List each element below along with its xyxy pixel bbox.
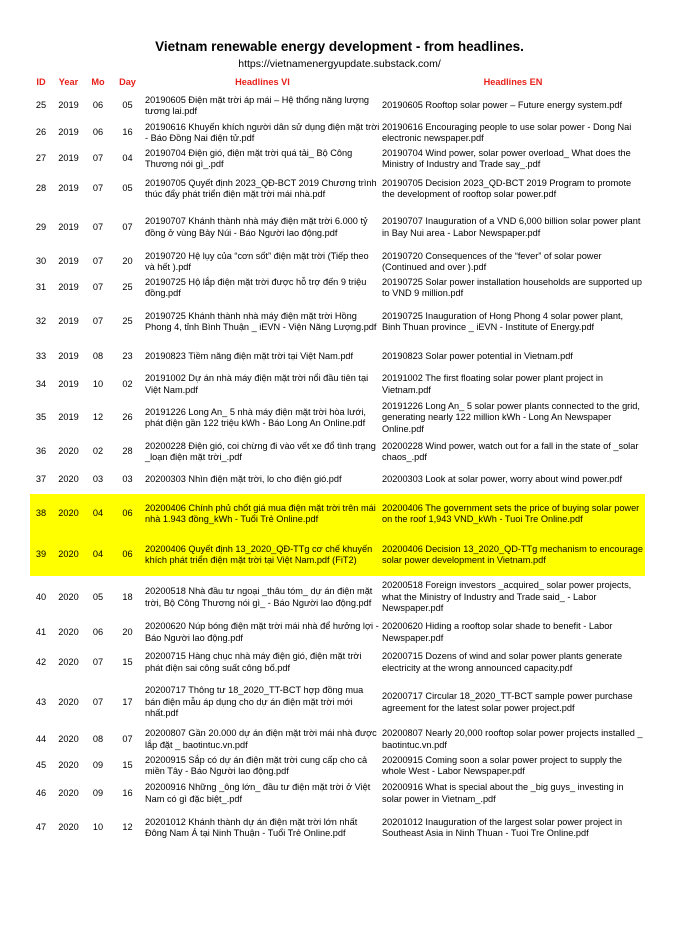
table-row [30, 172, 645, 206]
cell-year: 2020 [52, 494, 85, 534]
cell-id: 43 [35, 696, 47, 707]
cell-id: 46 [35, 787, 47, 798]
cell-year: 2020 [58, 760, 79, 771]
cell-id: 42 [35, 656, 47, 667]
cell-id: 25 [35, 100, 47, 111]
cell-day: 28 [122, 446, 133, 457]
table-row [30, 466, 645, 494]
table-row [30, 371, 645, 398]
cell-day: 20 [122, 256, 133, 267]
cell-day: 16 [122, 127, 133, 138]
cell-month: 04 [85, 494, 111, 534]
cell-headline-en: 20190725 Solar power installation households are supported up to VND 9 million.pdf [382, 276, 642, 298]
cell-month: 07 [92, 696, 104, 707]
cell-headline-en: 20190616 Encouraging people to use solar power - Dong Nai electronic newspaper.pdf [382, 121, 632, 143]
cell-headline-en: 20190705 Decision 2023_QD-BCT 2019 Program to promote the development of rooftop solar power.pdf [382, 177, 632, 199]
cell-headline-vi: 20190707 Khánh thành nhà máy điện mặt trời 6.000 tỷ đồng ở vùng Bảy Núi - Báo Người lao động.pdf [145, 216, 368, 238]
cell-id: 45 [35, 760, 47, 771]
cell-headline-en: 20200620 Hiding a rooftop solar shade to benefit - Labor Newspaper.pdf [382, 621, 613, 643]
header-id: ID [36, 77, 46, 88]
cell-headline-vi: 20190605 Điện mặt trời áp mái – Hệ thống năng lượng tương lai.pdf [145, 94, 370, 116]
cell-month: 07 [92, 282, 104, 293]
table-row [30, 92, 645, 120]
cell-headline-en: 20191002 The first floating solar power plant project in Vietnam.pdf [382, 373, 603, 395]
cell-headline-en: 20190605 Rooftop solar power – Future energy system.pdf [382, 100, 623, 111]
table-row [30, 249, 645, 275]
cell-day: 18 [122, 591, 133, 602]
cell-month: 07 [92, 316, 104, 327]
cell-headline-en: 20200518 Foreign investors _acquired_ solar power projects, what the Ministry of Industry and Trade said_ - Labor Newspaper.pdf [382, 580, 632, 614]
cell-year: 2020 [58, 696, 79, 707]
cell-id: 38 [30, 494, 52, 534]
cell-year: 2020 [58, 733, 79, 744]
cell-headline-en: 20200807 Nearly 20,000 rooftop solar power projects installed _ baotintuc.vn.pdf [382, 728, 643, 750]
cell-headline-en: 20191226 Long An_ 5 solar power plants connected to the grid, generating nearly 122 million kWh - Long An Newspaper Online.pdf [382, 400, 640, 434]
cell-headline-vi: 20190823 Tiềm năng điện mặt trời tại Việt Nam.pdf [145, 351, 354, 362]
cell-year: 2019 [58, 412, 79, 423]
cell-headline-en: 20190707 Inauguration of a VND 6,000 billion solar power plant in Bay Nui area - Labor Newspaper.pdf [382, 216, 641, 238]
cell-day: 17 [122, 696, 133, 707]
cell-month: 02 [92, 446, 104, 457]
header-day: Day [119, 77, 136, 88]
cell-id: 35 [35, 412, 47, 423]
document-title: Vietnam renewable energy development - from headlines. [155, 39, 524, 54]
table-row [30, 808, 645, 848]
cell-headline-vi: 20201012 Khánh thành dự án điện mặt trời lớn nhất Đông Nam Á tại Ninh Thuận - Tuổi Trẻ Online.pdf [145, 816, 358, 838]
cell-month: 07 [92, 656, 104, 667]
table-row [30, 438, 645, 466]
cell-month: 06 [92, 626, 104, 637]
cell-headline-vi: 20200518 Nhà đầu tư ngoại _thâu tóm_ dự án điện mặt trời, Bộ Công Thương nói gì_ - Báo Người lao động.pdf [145, 586, 373, 608]
cell-headline-en: 20190725 Inauguration of Hong Phong 4 solar power plant, Binh Thuan province _ iEVN - Institute of Energy.pdf [382, 310, 624, 332]
cell-day: 25 [122, 316, 133, 327]
header-year: Year [58, 77, 79, 88]
cell-id: 41 [35, 626, 47, 637]
cell-month: 10 [92, 822, 104, 833]
cell-headline-vi: 20191002 Dự án nhà máy điện mặt trời nổi đầu tiên tại Việt Nam.pdf [145, 373, 369, 395]
cell-year: 2020 [58, 591, 79, 602]
cell-headline-vi: 20200916 Những _ông lớn_ đầu tư điện mặt trời ở Việt Nam có gì đặc biệt_.pdf [145, 782, 371, 804]
cell-headline-vi: 20200303 Nhìn điện mặt trời, lo cho điện gió.pdf [145, 474, 342, 485]
cell-id: 29 [35, 221, 47, 232]
cell-month: 09 [92, 760, 104, 771]
cell-year: 2020 [58, 822, 79, 833]
cell-id: 47 [35, 822, 47, 833]
cell-day: 25 [122, 282, 133, 293]
cell-id: 33 [35, 351, 47, 362]
table-row [30, 679, 645, 726]
cell-year: 2019 [58, 221, 79, 232]
cell-headline-vi: 20190705 Quyết định 2023_QĐ-BCT 2019 Chương trình thúc đẩy phát triển điện mặt trời mái nhà.pdf [145, 177, 377, 199]
cell-day: 07 [122, 733, 133, 744]
cell-year: 2019 [58, 378, 79, 389]
cell-day: 04 [122, 153, 133, 164]
cell-month: 09 [92, 787, 104, 798]
cell-month: 06 [92, 100, 104, 111]
cell-year: 2020 [58, 446, 79, 457]
cell-month: 05 [92, 591, 104, 602]
cell-headline-en: 20200915 Coming soon a solar power project to supply the whole West - Labor Newspaper.pdf [382, 754, 623, 776]
document-subtitle-url[interactable]: https://vietnamenergyupdate.substack.com/ [238, 58, 441, 70]
cell-headline-vi: 20190704 Điện gió, điện mặt trời quá tải_ Bộ Công Thương nói gì_.pdf [145, 147, 353, 169]
table-row [30, 779, 645, 808]
cell-year: 2019 [58, 316, 79, 327]
cell-month: 07 [92, 221, 104, 232]
table-row [30, 494, 645, 534]
cell-id: 32 [35, 316, 47, 327]
table-row [30, 343, 645, 371]
cell-headline-vi: 20190725 Khánh thành nhà máy điện mặt trời Hồng Phong 4, tỉnh Bình Thuận _ iEVN - Viện Năng Lượng.pdf [145, 310, 377, 332]
cell-year: 2019 [58, 100, 79, 111]
cell-headline-en: 20200715 Dozens of wind and solar power plants generate electricity at the wrong announced capacity.pdf [382, 651, 623, 673]
cell-headline-vi: 20200717 Thông tư 18_2020_TT-BCT hợp đồng mua bán điện mẫu áp dụng cho dự án điện mặt trời mới nhất.pdf [145, 685, 364, 719]
cell-id: 31 [35, 282, 47, 293]
cell-id: 26 [35, 127, 47, 138]
cell-month: 10 [92, 378, 104, 389]
table-row [30, 120, 645, 146]
cell-headline-vi: 20200228 Điện gió, coi chừng đi vào vết xe đổ tình trạng _loạn điện mặt trời_.pdf [145, 440, 376, 462]
cell-year: 2020 [58, 626, 79, 637]
cell-month: 04 [85, 534, 111, 576]
cell-headline-vi: 20191226 Long An_ 5 nhà máy điện mặt trời hòa lưới, phát điện gần 122 triệu kWh - Báo Long An Online.pdf [145, 406, 366, 428]
cell-id: 40 [35, 591, 47, 602]
cell-headline-en: 20201012 Inauguration of the largest solar power project in Southeast Asia in Ninh Thuan - Tuoi Tre Online.pdf [382, 816, 623, 838]
cell-month: 03 [92, 474, 104, 485]
cell-id: 37 [35, 474, 47, 485]
cell-headline-vi: 20200406 Chính phủ chốt giá mua điện mặt trời trên mái nhà 1.943 đồng_kWh - Tuổi Trẻ Online.pdf [144, 494, 381, 534]
table-row [30, 398, 645, 438]
cell-year: 2019 [58, 256, 79, 267]
cell-year: 2019 [58, 282, 79, 293]
cell-day: 16 [122, 787, 133, 798]
cell-year: 2019 [58, 153, 79, 164]
cell-day: 05 [122, 183, 133, 194]
cell-id: 30 [35, 256, 47, 267]
table-row [30, 576, 645, 619]
cell-id: 39 [30, 534, 52, 576]
cell-headline-vi: 20200715 Hàng chục nhà máy điện gió, điện mặt trời phát điện sai công suất công bố.pdf [145, 651, 362, 673]
cell-day: 20 [122, 626, 133, 637]
table-row [30, 646, 645, 679]
cell-day: 15 [122, 656, 133, 667]
cell-day: 05 [122, 100, 133, 111]
cell-id: 44 [35, 733, 47, 744]
cell-month: 08 [92, 351, 104, 362]
cell-month: 06 [92, 127, 104, 138]
cell-month: 12 [92, 412, 104, 423]
table-header-row [30, 74, 645, 92]
cell-day: 02 [122, 378, 133, 389]
cell-headline-vi: 20190725 Hộ lắp điện mặt trời được hỗ trợ đến 9 triệu đồng.pdf [145, 276, 367, 298]
cell-headline-vi: 20200406 Quyết định 13_2020_QĐ-TTg cơ chế khuyến khích phát triển điện mặt trời tại Việt Nam.pdf (FiT2) [144, 534, 381, 576]
cell-day: 07 [122, 221, 133, 232]
cell-headline-vi: 20200620 Núp bóng điện mặt trời mái nhà để hưởng lợi - Báo Người lao động.pdf [145, 621, 379, 643]
cell-headline-vi: 20190720 Hệ lụy của “cơn sốt” điện mặt trời (Tiếp theo và hết ).pdf [145, 250, 369, 272]
cell-id: 34 [35, 378, 47, 389]
cell-headline-vi: 20200915 Sắp có dự án điện mặt trời cung cấp cho cả miền Tây - Báo Người lao động.pdf [145, 754, 368, 776]
table-row [30, 534, 645, 576]
table-row [30, 726, 645, 753]
cell-year: 2020 [58, 787, 79, 798]
cell-month: 08 [92, 733, 104, 744]
cell-month: 07 [92, 183, 104, 194]
cell-headline-en: 20190823 Solar power potential in Vietnam.pdf [382, 351, 573, 362]
table-row [30, 301, 645, 343]
table-row [30, 753, 645, 779]
cell-headline-vi: 20190616 Khuyến khích người dân sử dụng điện mặt trời - Báo Đồng Nai điện tử.pdf [145, 121, 380, 143]
header-headlines-en: Headlines EN [483, 77, 543, 88]
cell-headline-en: 20200228 Wind power, watch out for a fall in the state of _solar chaos_.pdf [382, 440, 639, 462]
table-row [30, 146, 645, 172]
cell-day: 23 [122, 351, 133, 362]
cell-year: 2020 [58, 656, 79, 667]
headlines-table [30, 74, 645, 848]
cell-day: 06 [111, 534, 144, 576]
cell-headline-en: 20200717 Circular 18_2020_TT-BCT sample power purchase agreement for the latest solar power project.pdf [382, 691, 633, 713]
cell-headline-en: 20200916 What is special about the _big guys_ investing in solar power in Vietnam_.pdf [382, 782, 624, 804]
cell-headline-en: 20190720 Consequences of the “fever” of solar power (Continued and over ).pdf [382, 250, 602, 272]
table-row [30, 619, 645, 646]
cell-year: 2020 [58, 474, 79, 485]
cell-year: 2019 [58, 127, 79, 138]
cell-headline-vi: 20200807 Gần 20.000 dự án điện mặt trời mái nhà được lắp đặt _ baotintuc.vn.pdf [145, 728, 377, 750]
table-row [30, 206, 645, 249]
cell-year: 2019 [58, 351, 79, 362]
cell-month: 07 [92, 256, 104, 267]
cell-id: 27 [35, 153, 47, 164]
cell-day: 06 [111, 494, 144, 534]
cell-id: 28 [35, 183, 47, 194]
cell-id: 36 [35, 446, 47, 457]
cell-headline-en: 20190704 Wind power, solar power overload_ What does the Ministry of Industry and Trade say_.pdf [382, 147, 631, 169]
cell-month: 07 [92, 153, 104, 164]
cell-day: 15 [122, 760, 133, 771]
cell-day: 03 [122, 474, 133, 485]
cell-day: 26 [122, 412, 133, 423]
cell-headline-en: 20200406 Decision 13_2020_QD-TTg mechanism to encourage solar power development in Vietnam.pdf [381, 534, 645, 576]
cell-year: 2020 [52, 534, 85, 576]
cell-headline-en: 20200406 The government sets the price of buying solar power on the roof 1,943 VND_kWh - Tuoi Tre Online.pdf [381, 494, 645, 534]
table-row [30, 275, 645, 301]
cell-day: 12 [122, 822, 133, 833]
cell-headline-en: 20200303 Look at solar power, worry about wind power.pdf [382, 474, 623, 485]
header-month: Mo [91, 77, 105, 88]
header-headlines-vi: Headlines VI [235, 77, 290, 88]
cell-year: 2019 [58, 183, 79, 194]
